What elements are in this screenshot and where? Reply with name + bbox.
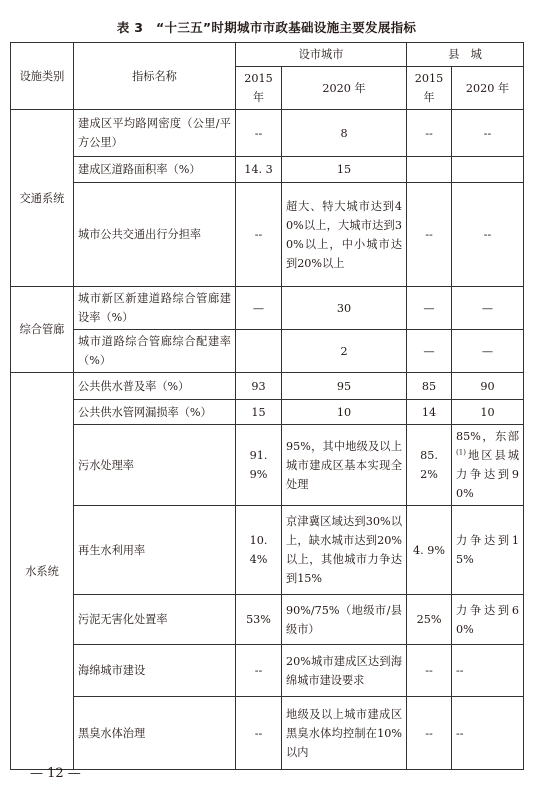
indicator-name: 建成区平均路网密度（公里/平方公里） — [74, 110, 236, 157]
county-2020-value: 力争达到15% — [452, 506, 524, 595]
header-category: 设施类别 — [11, 43, 74, 110]
header-county-2015: 2015 年 — [407, 67, 452, 110]
indicator-name: 污水处理率 — [74, 425, 236, 506]
county-2015-value: 25% — [407, 595, 452, 645]
county-2015-value: -- — [407, 645, 452, 697]
county-2020-value-part2: 地区县城力争达到90% — [456, 449, 520, 500]
page-number: — 12 — — [30, 766, 81, 781]
county-2020-value: — — [452, 330, 524, 373]
indicator-name: 海绵城市建设 — [74, 645, 236, 697]
header-county-2020: 2020 年 — [452, 67, 524, 110]
county-2020-value: — — [452, 287, 524, 330]
table-row — [11, 183, 524, 287]
table-row — [11, 157, 524, 183]
city-2020-value: 2 — [282, 330, 407, 373]
city-2020-value: 京津冀区域达到30%以上，缺水城市达到20%以上，其他城市力争达到15% — [282, 506, 407, 595]
county-2020-value-part1: 85%，东部 — [456, 430, 520, 443]
county-2015-value: 85. 2% — [407, 425, 452, 506]
county-2015-value: -- — [407, 697, 452, 770]
footnote-marker: (1) — [456, 448, 466, 457]
indicator-name: 公共供水普及率（%） — [74, 373, 236, 400]
city-2015-value: -- — [236, 645, 282, 697]
indicator-name: 城市公共交通出行分担率 — [74, 183, 236, 287]
county-2020-value: 10 — [452, 400, 524, 425]
city-2020-value: 95 — [282, 373, 407, 400]
city-2015-value: 10. 4% — [236, 506, 282, 595]
city-2015-value: 93 — [236, 373, 282, 400]
city-2015-value: -- — [236, 697, 282, 770]
county-2020-value — [452, 425, 524, 506]
table-row — [11, 400, 524, 425]
table-row — [11, 330, 524, 373]
city-2020-value: 15 — [282, 157, 407, 183]
table-row — [11, 697, 524, 770]
header-city-2015: 2015 年 — [236, 67, 282, 110]
indicator-name: 建成区道路面积率（%） — [74, 157, 236, 183]
county-2015-value: 4. 9% — [407, 506, 452, 595]
county-2020-value — [452, 157, 524, 183]
header-indicator: 指标名称 — [74, 43, 236, 110]
city-2015-value: -- — [236, 110, 282, 157]
city-2020-value: 超大、特大城市达到40%以上，大城市达到30%以上，中小城市达到20%以上 — [282, 183, 407, 287]
city-2015-value: 91. 9% — [236, 425, 282, 506]
indicator-name: 再生水利用率 — [74, 506, 236, 595]
county-2015-value: -- — [407, 183, 452, 287]
city-2015-value — [236, 330, 282, 373]
city-2020-value: 90%/75%（地级市/县级市） — [282, 595, 407, 645]
indicator-name: 城市道路综合管廊综合配建率（%） — [74, 330, 236, 373]
table-row — [11, 506, 524, 595]
table-row — [11, 373, 524, 400]
indicator-name: 公共供水管网漏损率（%） — [74, 400, 236, 425]
table-row — [11, 595, 524, 645]
county-2020-value: -- — [452, 110, 524, 157]
indicator-name: 污泥无害化处置率 — [74, 595, 236, 645]
county-2015-value: 14 — [407, 400, 452, 425]
table-row — [11, 645, 524, 697]
county-2015-value: — — [407, 330, 452, 373]
city-2015-value: 14. 3 — [236, 157, 282, 183]
table-title: 表 3 “十三五”时期城市市政基础设施主要发展指标 — [116, 20, 417, 35]
county-2015-value: — — [407, 287, 452, 330]
indicator-name: 城市新区新建道路综合管廊建设率（%） — [74, 287, 236, 330]
header-city-group: 设市城市 — [236, 43, 407, 67]
county-2015-value: -- — [407, 110, 452, 157]
category-water: 水系统 — [11, 373, 74, 770]
city-2020-value: 30 — [282, 287, 407, 330]
indicators-table — [10, 42, 524, 770]
table-row — [11, 110, 524, 157]
county-2020-value: -- — [452, 697, 524, 770]
city-2020-value: 地级及以上城市建成区黑臭水体均控制在10%以内 — [282, 697, 407, 770]
county-2020-value: -- — [452, 645, 524, 697]
county-2020-value: 力争达到60% — [452, 595, 524, 645]
table-row — [11, 425, 524, 506]
county-2020-value: -- — [452, 183, 524, 287]
city-2015-value: — — [236, 287, 282, 330]
county-2015-value: 85 — [407, 373, 452, 400]
city-2020-value: 20%城市建成区达到海绵城市建设要求 — [282, 645, 407, 697]
city-2015-value: -- — [236, 183, 282, 287]
indicator-name: 黑臭水体治理 — [74, 697, 236, 770]
header-row-1 — [11, 43, 524, 67]
city-2020-value: 8 — [282, 110, 407, 157]
header-county-group: 县 城 — [407, 43, 524, 67]
city-2015-value: 53% — [236, 595, 282, 645]
header-city-2020: 2020 年 — [282, 67, 407, 110]
table-row — [11, 287, 524, 330]
county-2020-value: 90 — [452, 373, 524, 400]
city-2015-value: 15 — [236, 400, 282, 425]
category-transport: 交通系统 — [11, 110, 74, 287]
county-2015-value — [407, 157, 452, 183]
category-pipe-gallery: 综合管廊 — [11, 287, 74, 373]
city-2020-value: 95%，其中地级及以上城市建成区基本实现全处理 — [282, 425, 407, 506]
city-2020-value: 10 — [282, 400, 407, 425]
